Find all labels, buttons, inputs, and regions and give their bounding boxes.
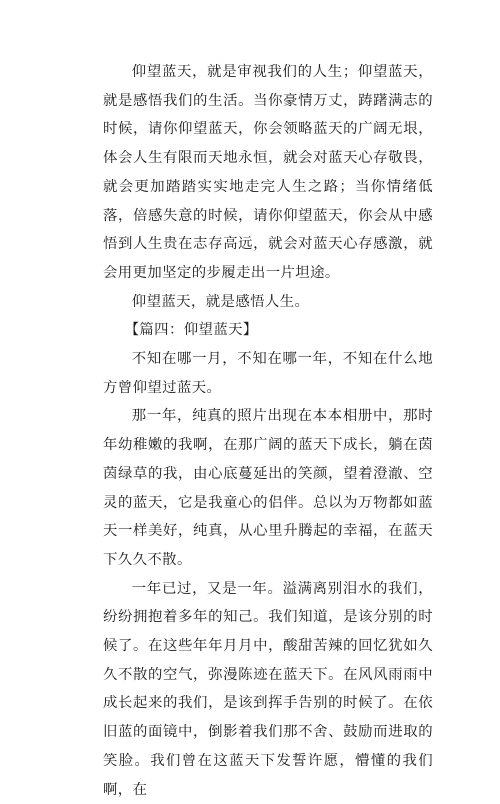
article-body	[103, 58, 433, 804]
paragraph-summary: 仰望蓝天，就是感悟人生。	[131, 293, 310, 310]
paragraph-intro: 不知在哪一月，不知在哪一年，不知在什么地方曾仰望过蓝天。	[103, 351, 433, 396]
paragraph-childhood: 那一年，纯真的照片出现在本本相册中，那时年幼稚嫩的我啊，在那广阔的蓝天下成长，躺在茵茵绿草的我，由心底蔓延出的笑颜，望着澄澈、空灵的蓝天，它是我童心的侣伴。总以为万物都如蓝天一样美好，纯真，从心里升腾起的幸福，在蓝天下久久不散。	[103, 408, 433, 568]
section-heading: 【篇四：仰望蓝天】	[124, 322, 258, 339]
paragraph-blue-sky-life: 仰望蓝天，就是审视我们的人生；仰望蓝天，就是感悟我们的生活。当你豪情万丈，踌躇满志的时候，请你仰望蓝天，你会领略蓝天的广阔无垠，体会人生有限而天地永恒，就会对蓝天心存敬畏，就会更加踏踏实实地走完人生之路；当你情绪低落，倍感失意的时候，请你仰望蓝天，你会从中感悟到人生贵在志存高远，就会对蓝天心存感激，就会用更加坚定的步履走出一片坦途。	[103, 64, 433, 281]
paragraph-farewell: 一年已过，又是一年。溢满离别泪水的我们，纷纷拥抱着多年的知己。我们知道，是该分别的时候了。在这些年年月月中，酸甜苦辣的回忆犹如久久不散的空气，弥漫陈迹在蓝天下。在风风雨雨中成长起来的我们，是该到挥手告别的时候了。在依旧蓝的面镜中，倒影着我们那不舍、鼓励而进取的笑脸。我们曾在这蓝天下发誓许愿，懵懂的我们啊，在	[103, 580, 433, 798]
